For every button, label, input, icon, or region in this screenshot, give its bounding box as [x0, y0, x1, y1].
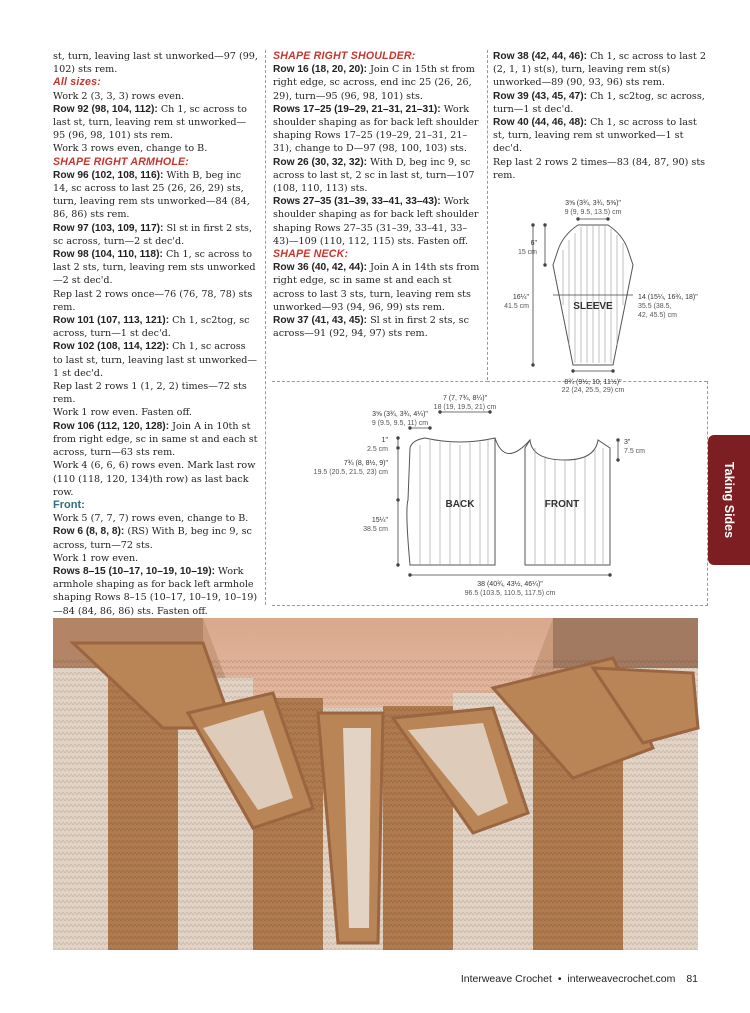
instruction-row	[53, 248, 258, 288]
row-label: Rows 27–35 (31–39, 33–41, 33–43):	[273, 196, 441, 208]
row-text: Work shoulder shaping as for back left shoulder shaping Rows 17–25 (19–29, 21–31, 21–31), change to D—97 (98, 100, 103) sts.	[273, 103, 479, 155]
chest-cm: 96.5 (103.5, 110.5, 117.5) cm	[464, 590, 556, 597]
page-footer	[461, 973, 698, 985]
instruction-row	[53, 103, 258, 143]
footer-bullet: •	[557, 973, 562, 985]
collar-photo-illustration	[53, 618, 698, 950]
section-tab-label: Taking Sides	[722, 461, 736, 539]
row-label: Row 6 (8, 8, 8):	[53, 526, 125, 538]
footer-publication: Interweave Crochet	[460, 973, 552, 985]
instruction-row	[493, 90, 711, 116]
row-text: Work shoulder shaping as for back left shoulder shaping Rows 27–35 (31–39, 33–41, 33–43)—109 (110, 112, 115) sts. Fasten off.	[273, 196, 479, 247]
schematic-frame-bottom	[272, 605, 708, 606]
instruction-text: Work 5 (7, 7, 7) rows even, change to B.	[53, 513, 249, 525]
instruction-row	[273, 314, 481, 340]
row-text: Ch 1, sc across to last 2 (2, 1, 1) st(s), turn, leaving rem st(s) unworked—89 (90, 93, 96) sts rem.	[493, 51, 706, 89]
armhole-in: 7¾ (8, 8½, 9)"	[343, 460, 388, 467]
instruction-row	[493, 116, 711, 156]
row-text: Ch 1, sc across to last st, turn, leaving last st unworked—1 st dec'd.	[53, 341, 257, 379]
front-neck-in: 3"	[624, 439, 631, 446]
text-column-right	[493, 50, 711, 182]
neck-depth-cm: 2.5 cm	[366, 446, 388, 453]
length-in: 15¼"	[371, 517, 388, 524]
row-text: With D, beg inc 9, sc across to last st, 2 sc in last st, turn—107 (108, 110, 113) sts.	[273, 156, 475, 195]
row-label: Row 36 (40, 42, 44):	[273, 262, 367, 274]
row-label: Row 102 (108, 114, 122):	[53, 341, 170, 353]
row-text: Sl st in first 2 sts, sc across, turn—2 st dec'd.	[53, 222, 253, 247]
body-schematic	[300, 390, 700, 605]
instruction-row	[53, 420, 258, 460]
instruction-text: st, turn, leaving last st unworked—97 (99, 102) sts rem.	[53, 51, 258, 76]
sleeve-length-in: 16¼"	[512, 294, 529, 301]
row-label: Row 97 (103, 109, 117):	[53, 222, 164, 234]
instruction-row	[273, 195, 481, 248]
row-text: Join A in 14th sts from right edge, sc in same st and each st across to last 3 sts, turn, leaving rem sts unworked—93 (94, 96, 99) sts rem.	[273, 262, 480, 313]
row-label: Row 106 (112, 120, 128):	[53, 420, 170, 432]
schematic-frame-top	[272, 381, 488, 382]
sleeve-cuff-in: 8¾ (9½, 10, 11½)"	[564, 379, 622, 386]
footer-website: interweavecrochet.com	[567, 973, 676, 985]
instruction-row	[273, 261, 481, 314]
row-label: Row 37 (41, 43, 45):	[273, 315, 367, 327]
row-text: Ch 1, sc across to last st, turn, leaving rem st unworked—95 (96, 98, 101) sts rem.	[53, 103, 247, 142]
row-label: Rows 17–25 (19–29, 21–31, 21–31):	[273, 103, 441, 115]
front-neck-cm: 7.5 cm	[624, 448, 646, 455]
front-label: FRONT	[544, 499, 580, 510]
instruction-text: Rep last 2 rows 2 times—83 (84, 87, 90) sts rem.	[493, 156, 706, 181]
page-number: 81	[686, 973, 698, 985]
sleeve-length-cm: 41.5 cm	[504, 303, 529, 310]
instruction-text: Rep last 2 rows once—76 (76, 78, 78) sts rem.	[53, 288, 253, 313]
sleeve-cuff-cm: 22 (24, 25.5, 29) cm	[561, 387, 625, 394]
text-column-left	[53, 50, 258, 618]
subsection-heading: Front:	[53, 498, 85, 511]
instruction-row	[273, 156, 481, 196]
row-label: Row 38 (42, 44, 46):	[493, 51, 587, 62]
row-label: Row 16 (18, 20, 20):	[273, 64, 367, 76]
instruction-row	[53, 314, 258, 340]
row-label: Row 26 (30, 32, 32):	[273, 156, 367, 168]
section-heading: SHAPE RIGHT SHOULDER:	[273, 50, 416, 62]
neck-cm: 18 (19, 19.5, 21) cm	[433, 404, 497, 411]
sleeve-cap-cm: 15 cm	[517, 249, 537, 256]
row-text: With B, beg inc 14, sc across to last 25 (26, 26, 29) sts, turn, leaving rem sts unworked—84 (84, 86, 86) sts rem.	[53, 169, 250, 221]
row-text: Work armhole shaping as for back left armhole shaping Rows 8–15 (10–17, 10–19, 10–19)—84 (84, 86, 86) sts. Fasten off.	[53, 565, 258, 617]
section-heading: All sizes:	[53, 76, 101, 89]
instruction-row	[273, 63, 481, 103]
sleeve-schematic	[493, 195, 723, 394]
column-divider-1	[265, 50, 266, 605]
row-text: Ch 1, sc2tog, sc across, turn—1 st dec'd.	[493, 90, 705, 115]
row-text: Ch 1, sc across to last 2 sts, turn, leaving rem sts unworked—2 st dec'd.	[53, 249, 256, 287]
row-label: Row 92 (98, 104, 112):	[53, 103, 158, 115]
section-heading: SHAPE RIGHT ARMHOLE:	[53, 155, 190, 168]
collar-photo	[53, 618, 698, 950]
text-column-middle	[273, 50, 481, 340]
row-text: Sl st in first 2 sts, sc across—91 (92, 94, 97) sts rem.	[273, 315, 469, 340]
row-text: Join C in 15th st from right edge, sc across, end inc 25 (26, 26, 29), turn—95 (96, 98, 101) sts.	[273, 64, 475, 102]
armhole-cm: 19.5 (20.5, 21.5, 23) cm	[313, 469, 388, 476]
neck-in: 7 (7, 7¾, 8¼)"	[442, 395, 488, 402]
row-label: Row 101 (107, 113, 121):	[53, 315, 170, 327]
instruction-row	[53, 169, 258, 222]
sleeve-top-in: 3⅝ (3¾, 3¾, 5⅜)"	[565, 200, 621, 207]
instruction-text: Rep last 2 rows 1 (1, 2, 2) times—72 sts rem.	[53, 381, 247, 406]
sleeve-width-cm-1: 35.5 (38.5,	[638, 303, 672, 310]
row-text: Ch 1, sc across to last st, turn, leaving rem st unworked—1 st dec'd.	[493, 117, 697, 155]
row-label: Rows 8–15 (10–17, 10–19, 10–19):	[53, 565, 215, 577]
chest-in: 38 (40¾, 43½, 46¼)"	[477, 581, 543, 588]
instruction-row	[53, 340, 258, 380]
instruction-text: Work 1 row even.	[53, 552, 139, 564]
instruction-row	[53, 565, 258, 618]
sleeve-width-cm-2: 42, 45.5) cm	[638, 312, 677, 319]
section-heading: SHAPE NECK:	[273, 248, 349, 261]
sleeve-top-cm: 9 (9, 9.5, 13.5) cm	[564, 209, 622, 216]
instruction-text: Work 4 (6, 6, 6) rows even. Mark last row (110 (118, 120, 134)th row) as last back row.	[53, 460, 256, 498]
sleeve-cap-in: 6"	[530, 240, 537, 247]
instruction-text: Work 3 rows even, change to B.	[53, 143, 208, 155]
instruction-row	[53, 525, 258, 551]
row-text: Ch 1, sc2tog, sc across, turn—1 st dec'd.	[53, 315, 250, 340]
neck-depth-in: 1"	[381, 437, 388, 444]
column-divider-2	[487, 50, 488, 380]
instruction-row	[53, 222, 258, 248]
row-text: (RS) With B, beg inc 9, sc across, turn—72 sts.	[53, 526, 252, 551]
row-label: Row 98 (104, 110, 118):	[53, 249, 163, 261]
instruction-row	[493, 50, 711, 90]
row-text: Join A in 10th st from right edge, sc in same st and each st across, turn—63 sts rem.	[53, 420, 258, 459]
back-label: BACK	[445, 499, 475, 510]
sleeve-label: SLEEVE	[573, 301, 613, 312]
instruction-text: Work 1 row even. Fasten off.	[53, 407, 192, 419]
row-label: Row 39 (43, 45, 47):	[493, 90, 587, 102]
instruction-row	[273, 103, 481, 156]
row-label: Row 40 (44, 46, 48):	[493, 117, 587, 129]
row-label: Row 96 (102, 108, 116):	[53, 169, 164, 181]
shoulder-in: 3⅝ (3¾, 3¾, 4¼)"	[372, 411, 428, 418]
length-cm: 38.5 cm	[363, 526, 388, 533]
instruction-text: Work 2 (3, 3, 3) rows even.	[53, 90, 185, 102]
sleeve-width-in: 14 (15¼, 16¾, 18)"	[638, 294, 698, 301]
section-tab	[708, 435, 750, 565]
shoulder-cm: 9 (9.5, 9.5, 11) cm	[371, 420, 429, 427]
